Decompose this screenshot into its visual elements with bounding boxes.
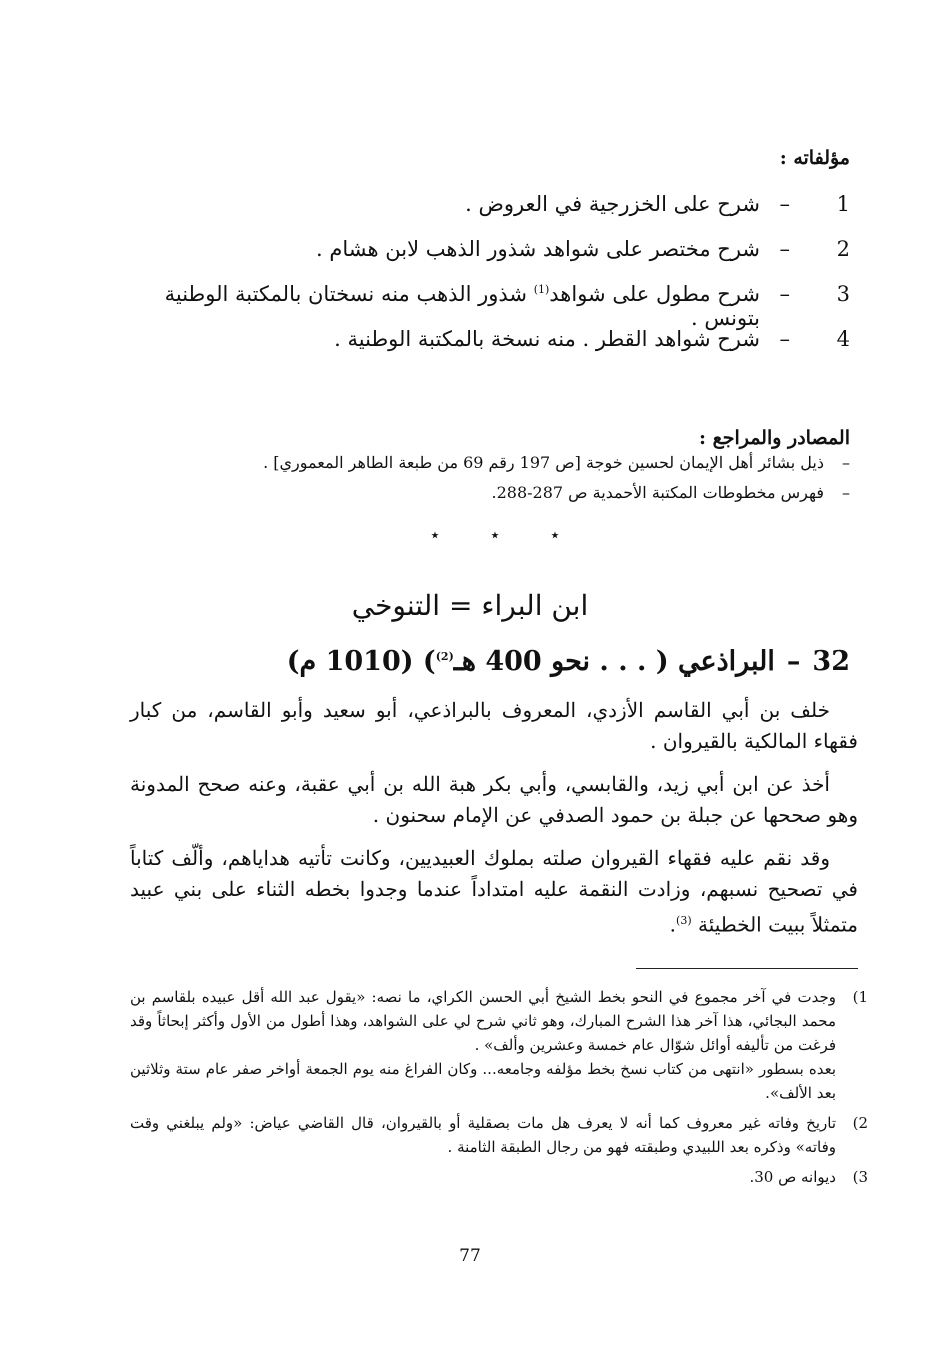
- paragraph-end: .: [669, 912, 677, 937]
- list-item: [120, 192, 850, 237]
- item-text: شرح مختصر على شواهد شذور الذهب لابن هشام .: [316, 237, 760, 261]
- paragraph: [130, 843, 858, 941]
- entry-dates: ) (1010 م): [286, 646, 436, 677]
- footnote: [130, 1165, 868, 1189]
- separator: [400, 525, 590, 544]
- footnote-text: ديوانه ص 30.: [749, 1168, 836, 1186]
- sources-heading: المصادر والمراجع :: [698, 427, 850, 449]
- entry-name: البراذعي ( . . . نحو 400 هـ: [453, 646, 775, 677]
- item-dash: –: [842, 483, 850, 502]
- item-text: شرح على الخزرجية في العروض .: [465, 192, 760, 216]
- works-list: [120, 192, 850, 372]
- list-item: [150, 483, 850, 513]
- item-number: 2: [836, 237, 850, 261]
- star-icon: ٭: [490, 525, 500, 544]
- item-number: 1: [836, 192, 850, 216]
- entry-body: [130, 695, 858, 941]
- item-text: فهرس مخطوطات المكتبة الأحمدية ص 287-288.: [491, 483, 824, 502]
- item-number: 4: [836, 327, 850, 351]
- item-dash: –: [779, 192, 790, 216]
- list-item: [120, 237, 850, 282]
- item-text-part: شرح مطول على شواهد: [549, 282, 760, 306]
- footnote-number: 2): [852, 1114, 868, 1132]
- bio-title: ابن البراء = التنوخي: [351, 589, 589, 622]
- star-icon: ٭: [550, 525, 560, 544]
- entry-number: 32: [812, 646, 850, 677]
- item-text-part: شذور الذهب منه نسختان بالمكتبة الوطنية بتونس .: [164, 282, 760, 330]
- item-dash: –: [779, 282, 790, 306]
- entry-title: [287, 646, 775, 677]
- entry-heading: [150, 646, 850, 677]
- footnote: [130, 985, 868, 1105]
- item-text: شرح شواهد القطر . منه نسخة بالمكتبة الوطنية .: [334, 327, 760, 351]
- item-number: 3: [836, 282, 850, 306]
- footnote-number: 1): [852, 988, 868, 1006]
- star-icon: ٭: [430, 525, 440, 544]
- footnote-ref: (3): [676, 914, 692, 927]
- list-item: [150, 453, 850, 483]
- paragraph: أخذ عن ابن أبي زيد، والقابسي، وأبي بكر هبة الله بن أبي عقبة، وعنه صحح المدونة وهو صححها عن جبلة بن حمود الصدفي عن الإمام سحنون .: [130, 772, 858, 827]
- item-text: ذيل بشائر أهل الإيمان لحسين خوجة [ص 197 رقم 69 من طبعة الطاهر المعموري] .: [263, 453, 824, 472]
- sources-list: [150, 453, 850, 513]
- item-dash: –: [842, 453, 850, 472]
- footnote-line: وجدت في آخر مجموع في النحو بخط الشيخ أبي الحسن الكراي، ما نصه: «يقول عبد الله أقل عبيده بلقاسم بن محمد البجائي، هذا آخر هذا الشرح المبارك، وهو ثاني شرح لي على الشواهد، وهذا أطول من الأول وأكثر إبحاثاً وقد فرغت من تأليفه أوائل شوّال عام خمسة وعشرين وألف» .: [130, 988, 836, 1054]
- footnote-number: 3): [852, 1168, 868, 1186]
- footnote-text: [130, 985, 836, 1105]
- list-item: [120, 282, 850, 330]
- footnotes: [130, 985, 868, 1189]
- item-dash: –: [779, 237, 790, 261]
- paragraph: خلف بن أبي القاسم الأزدي، المعروف بالبراذعي، أبو سعيد وأبو القاسم، من كبار فقهاء المالكية بالقيروان .: [130, 698, 858, 753]
- paragraph-text: وقد نقم عليه فقهاء القيروان صلته بملوك العبيديين، وكانت تأتيه هداياهم، وألّف كتاباً في تصحيح نسبهم، وزادت النقمة عليه امتداداً عندما وجدوا بخطه الثناء على بني عبيد متمثلاً ببيت الخطيئة: [130, 846, 858, 937]
- item-text: [120, 282, 760, 330]
- footnote-line: بعده بسطور «انتهى من كتاب نسخ بخط مؤلفه وجامعه... وكان الفراغ منه يوم الجمعة أواخر صفر عام ستة وثلاثين بعد الألف».: [130, 1060, 836, 1102]
- footnote: [130, 1111, 868, 1159]
- list-item: [120, 327, 850, 372]
- footnote-text: تاريخ وفاته غير معروف كما أنه لا يعرف هل مات بصقلية أو بالقيروان، قال القاضي عياض: «ولم يبلغني وقت وفاته» وذكره بعد اللبيدي وطبقته فهو من رجال الطبقة الثامنة .: [130, 1114, 836, 1156]
- item-dash: –: [779, 327, 790, 351]
- footnote-divider: [636, 968, 858, 969]
- footnote-ref: (2): [435, 650, 454, 663]
- footnote-ref: (1): [533, 283, 550, 296]
- entry-dash: –: [786, 646, 801, 677]
- works-heading: مؤلفاته :: [779, 147, 850, 169]
- page-number: 77: [459, 1246, 481, 1266]
